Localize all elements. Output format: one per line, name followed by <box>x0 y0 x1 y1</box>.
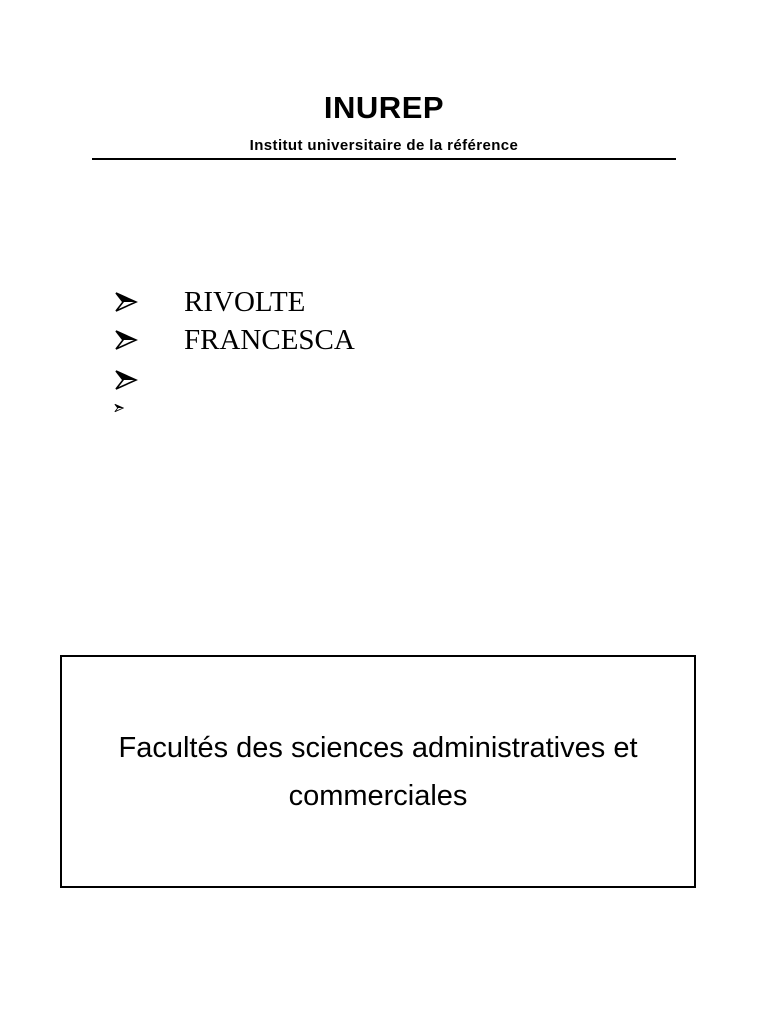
list-item <box>114 398 124 418</box>
arrowhead-bullet-icon <box>114 368 138 392</box>
institution-title: INUREP <box>323 90 445 125</box>
list-item-text: FRANCESCA <box>184 324 355 356</box>
list-item <box>114 360 138 400</box>
arrowhead-bullet-icon <box>114 403 124 413</box>
list-item <box>114 282 306 322</box>
faculty-box <box>60 655 696 888</box>
arrowhead-bullet-icon <box>114 290 138 314</box>
arrowhead-bullet-icon <box>114 328 138 352</box>
faculty-name: Facultés des sciences administratives et commerciales <box>118 731 638 812</box>
institution-subtitle: Institut universitaire de la référence <box>249 137 519 154</box>
header-divider <box>92 158 676 160</box>
list-item <box>114 320 355 360</box>
list-item-text: RIVOLTE <box>184 286 306 318</box>
